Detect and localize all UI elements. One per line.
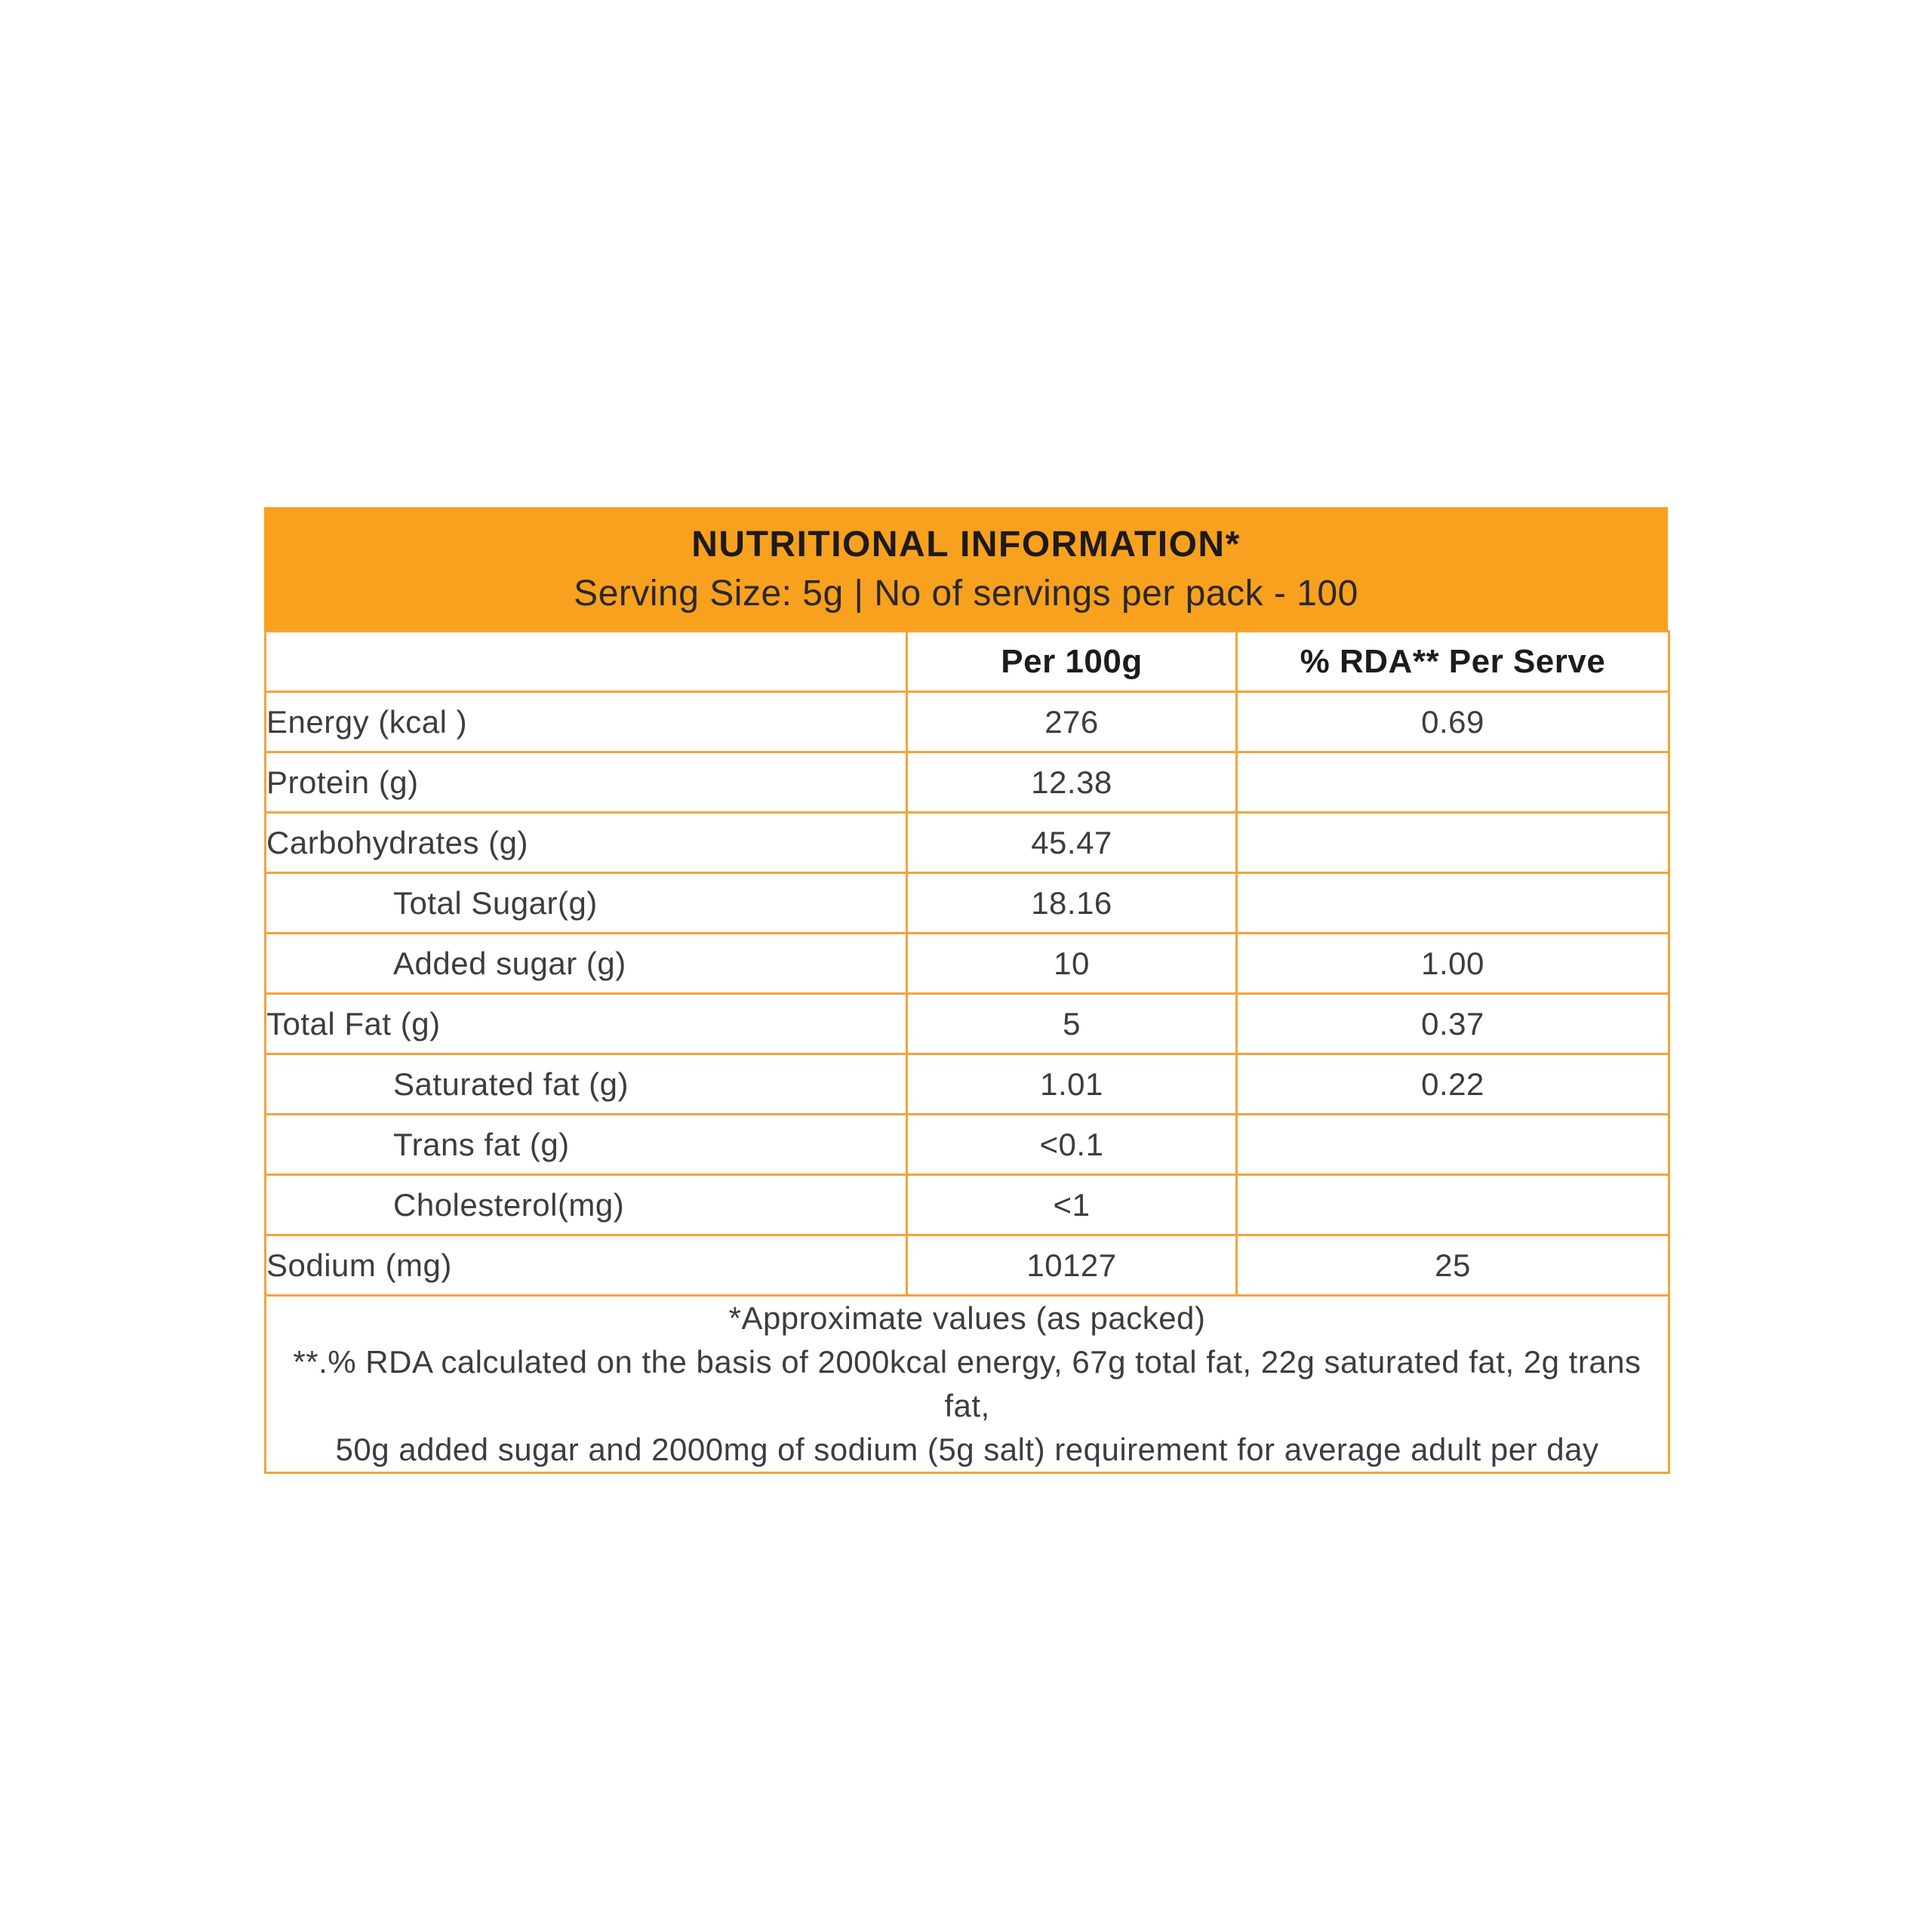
per-100g-value: <0.1 [907,1115,1237,1175]
per-100g-value: 12.38 [907,752,1237,813]
table-row [266,813,1669,873]
rda-value: 0.69 [1237,692,1669,752]
footnotes [266,1296,1669,1473]
per-100g-value: 45.47 [907,813,1237,873]
table-row [266,934,1669,994]
nutrient-label: Carbohydrates (g) [266,813,907,873]
per-100g-value: 5 [907,994,1237,1054]
table-row [266,1115,1669,1175]
nutrient-label: Cholesterol(mg) [266,1175,907,1235]
per-100g-value: 10127 [907,1235,1237,1296]
footnote-approximate-values: *Approximate values (as packed) [728,1300,1206,1336]
rda-value: 1.00 [1237,934,1669,994]
table-row [266,692,1669,752]
rda-value [1237,1175,1669,1235]
rda-value [1237,1115,1669,1175]
rda-value: 25 [1237,1235,1669,1296]
nutrition-title: NUTRITIONAL INFORMATION* [691,524,1241,565]
nutrition-table [264,630,1670,1474]
nutrient-label: Trans fat (g) [266,1115,907,1175]
nutrition-label [264,507,1668,1474]
nutrition-header-banner [264,507,1668,630]
rda-value: 0.37 [1237,994,1669,1054]
rda-value: 0.22 [1237,1054,1669,1115]
table-row [266,994,1669,1054]
column-header-per-100g: Per 100g [907,632,1237,692]
nutrient-label: Protein (g) [266,752,907,813]
nutrient-label: Total Fat (g) [266,994,907,1054]
per-100g-value: 10 [907,934,1237,994]
footnote-rda-basis-line1: **.% RDA calculated on the basis of 2000kcal energy, 67g total fat, 22g saturated fat, 2g trans fat, [293,1343,1641,1423]
nutrient-label: Added sugar (g) [266,934,907,994]
table-row [266,1175,1669,1235]
nutrient-label: Energy (kcal ) [266,692,907,752]
rda-value [1237,813,1669,873]
table-header-row [266,632,1669,692]
column-header-nutrient [266,632,907,692]
per-100g-value: 1.01 [907,1054,1237,1115]
table-row [266,1235,1669,1296]
footnote-rda-basis-line2: 50g added sugar and 2000mg of sodium (5g salt) requirement for average adult per day [335,1431,1599,1467]
per-100g-value: <1 [907,1175,1237,1235]
table-row [266,752,1669,813]
table-row [266,1054,1669,1115]
nutrient-label: Total Sugar(g) [266,873,907,934]
table-row [266,873,1669,934]
per-100g-value: 276 [907,692,1237,752]
column-header-rda-per-serve: % RDA** Per Serve [1237,632,1669,692]
per-100g-value: 18.16 [907,873,1237,934]
rda-value [1237,752,1669,813]
nutrient-label: Saturated fat (g) [266,1054,907,1115]
serving-size-subtitle: Serving Size: 5g | No of servings per pack - 100 [574,573,1358,614]
footnote-row [266,1296,1669,1473]
rda-value [1237,873,1669,934]
nutrient-label: Sodium (mg) [266,1235,907,1296]
